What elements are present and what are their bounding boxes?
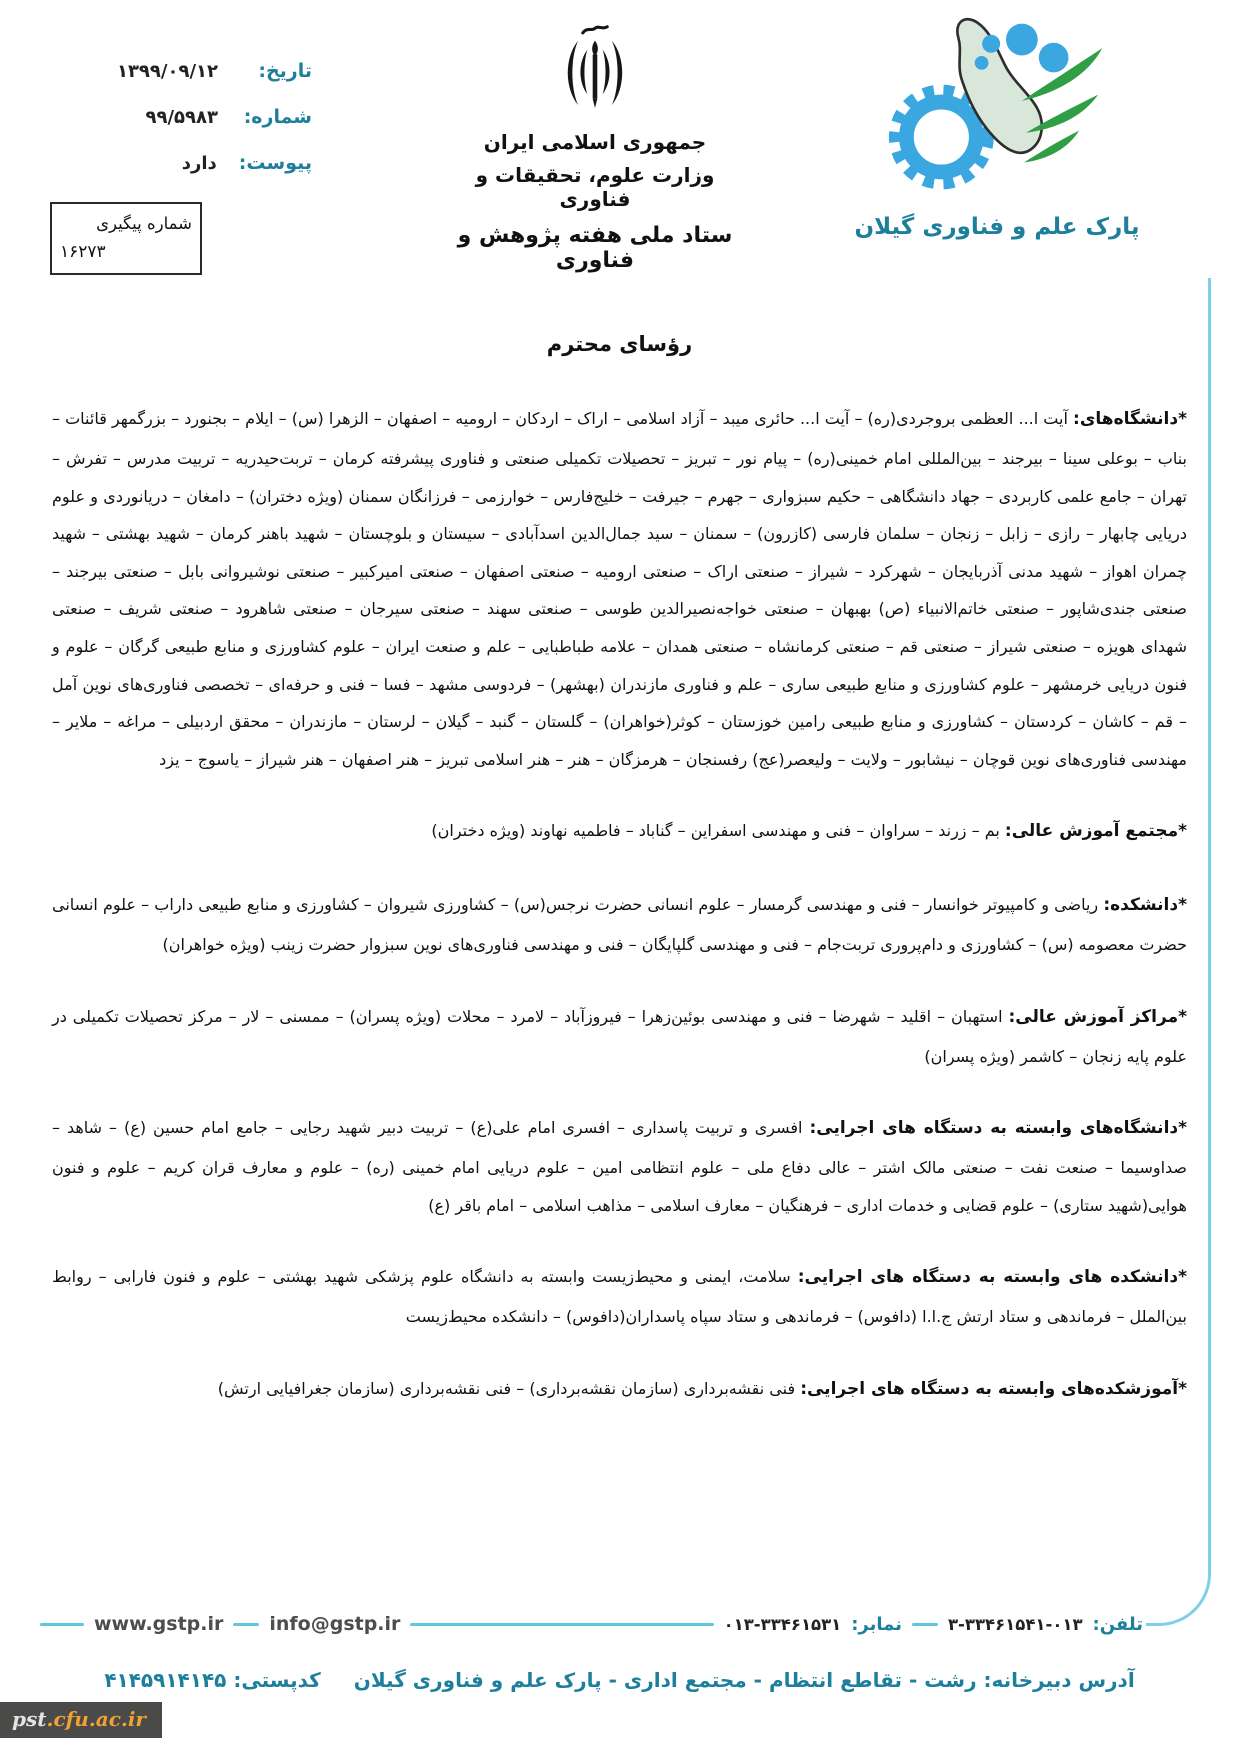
section-text: آیت ا... العظمی بروجردی(ره) – آیت ا... حائری میبد – آزاد اسلامی – اراک – اردکان – ارومیه – اصفهان – الزهرا (س) – ایلام – بجنورد – بزرگمهر قائنات – بناب – بوعلی سینا – بیرجند – بین‌المللی امام خمینی(ره) – پیام نور – تبریز – تحصیلات تکمیلی صنعتی و فناوری پیشرفته کرمان – تربت‌حیدریه – تربیت مدرس – تفرش – تهران – جامع علمی کاربردی – جهاد دانشگاهی – حکیم سبزواری – جهرم – جیرفت – خلیج‌فارس – خوارزمی – فرزانگان سمنان (ویژه دختران) – دامغان – دریانوردی و علوم دریایی چابهار – رازی – زابل – زنجان – سلمان فارسی (کازرون) – سمنان – سید جمال‌الدین اسدآبادی – سیستان و بلوچستان – شهید باهنر کرمان – شهید بهشتی – شهید چمران اهواز – شهید مدنی آذربایجان – شهرکرد – شیراز – صنعتی اراک – صنعتی ارومیه – صنعتی اصفهان – صنعتی امیرکبیر – صنعتی نوشیروانی بابل – صنعتی بیرجند – صنعتی جندی‌شاپور – صنعتی خاتم‌الانبیاء (ص) بهبهان – صنعتی خواجه‌نصیرالدین طوسی – صنعتی سهند – صنعتی سیرجان – صنعتی شاهرود – صنعتی شریف – صنعتی شهدای هویزه – صنعتی شیراز – صنعتی قم – صنعتی کرمانشاه – صنعتی همدان – علامه طباطبایی – علم و صنعت ایران – علوم کشاورزی و منابع طبیعی گرگان – علوم و فنون دریایی خرمشهر – علوم کشاورزی و منابع طبیعی ساری – علم و فناوری مازندران (بهشهر) – فردوسی مشهد – فسا – فنی و حرفه‌ای – تخصصی فناوری‌های نوین آمل – قم – کاشان – کردستان – کشاورزی و منابع طبیعی رامین خوزستان – کوثر(خواهران) – گلستان – گنبد – گیلان – لرستان – مازندران – محقق اردبیلی – مراغه – ملایر – مهندسی فناوری‌های نوین قوچان – نیشابور – ولایت – ولیعصر(عج) رفسنجان – هرمزگان – هنر – هنر اسلامی تبریز – هنر اصفهان – هنر شیراز – یاسوج – یزد (52, 409, 1187, 769)
letter-body (52, 332, 1187, 1444)
section-text: استهبان – اقلید – شهرضا – فنی و مهندسی بوئین‌زهرا – فیروزآباد – لامرد – محلات (ویژه پسران) – ممسنی – لار – مرکز تحصیلات تکمیلی در علوم پایه زنجان – کاشمر (ویژه پسران) (52, 1006, 1187, 1066)
section-universities (52, 400, 1187, 778)
gstp-logo-icon (880, 12, 1115, 208)
footer-contact-strip (40, 1603, 1143, 1645)
section-title: *مراکز آموزش عالی: (1008, 1006, 1187, 1027)
letter-meta (52, 60, 312, 198)
section-text: سلامت، ایمنی و محیط‌زیست وابسته به دانشگاه علوم پزشکی شهید بهشتی – علوم و فنون فارابی – روابط بین‌الملل – فرماندهی و ستاد ارتش ج.ا.ا (دافوس) – فرماندهی و ستاد سپاه پاسداران(دافوس) – دانشکده محیط‌زیست (52, 1267, 1187, 1327)
divider-line (233, 1623, 259, 1626)
phone-label: تلفن: (1092, 1613, 1143, 1635)
number-label: شماره: (243, 106, 312, 128)
government-header (450, 20, 740, 273)
section-title: *دانشگاه‌های: (1073, 409, 1187, 429)
watermark-suffix: .cfu.ac.ir (46, 1707, 146, 1731)
tracking-value: ۱۶۲۷۳ (60, 242, 106, 263)
section-faculties (52, 886, 1187, 964)
section-title: *آموزشکده‌های وابسته به دستگاه های اجرایی: (800, 1378, 1187, 1399)
attachment-row (52, 152, 312, 174)
iran-emblem-icon (549, 20, 641, 124)
section-text: بم – زرند – سراوان – فنی و مهندسی اسفراین – گناباد – فاطمیه نهاوند (ویژه دختران) (431, 821, 1000, 841)
address-text: آدرس دبیرخانه: رشت - تقاطع انتظام - مجتمع اداری - پارک علم و فناوری گیلان (353, 1668, 1135, 1692)
watermark-prefix: pst (12, 1707, 47, 1731)
section-title: *مجتمع آموزش عالی: (1004, 821, 1187, 842)
attachment-value: دارد (181, 153, 217, 174)
date-label: تاریخ: (258, 60, 312, 82)
gov-country-line: جمهوری اسلامی ایران (483, 130, 707, 154)
section-higher-education-complexes (52, 812, 1187, 852)
fax-value: ۰۱۳-۳۳۴۶۱۵۳۱ (723, 1614, 842, 1634)
gov-council-line: ستاد ملی هفته پژوهش و فناوری (457, 223, 733, 273)
gov-ministry-line: وزارت علوم، تحقیقات و فناوری (475, 163, 715, 211)
divider-line (912, 1623, 938, 1626)
gstp-logo-caption: پارک علم و فناوری گیلان (854, 214, 1140, 240)
section-executive-colleges (52, 1370, 1187, 1410)
address-line (0, 1668, 1239, 1692)
postal-label: کدپستی: (233, 1668, 321, 1692)
number-row (52, 106, 312, 128)
section-title: *دانشگاه‌های وابسته به دستگاه های اجرایی: (809, 1118, 1188, 1139)
postal-value: ۴۱۴۵۹۱۴۱۴۵ (104, 1668, 227, 1692)
tracking-box (50, 202, 202, 275)
date-value: ۱۳۹۹/۰۹/۱۲ (116, 61, 218, 82)
section-text: فنی نقشه‌برداری (سازمان نقشه‌برداری) – فنی نقشه‌برداری (سازمان جغرافیایی ارتش) (217, 1378, 796, 1398)
section-title: *دانشکده: (1103, 895, 1187, 916)
date-row (52, 60, 312, 82)
salutation: رؤسای محترم (546, 332, 693, 356)
section-higher-education-centers (52, 998, 1187, 1076)
section-text: ریاضی و کامپیوتر خوانسار – فنی و مهندسی گرمسار – علوم انسانی حضرت نرجس(س) – کشاورزی شیروان – کشاورزی و منابع طبیعی داراب – علوم انسانی حضرت معصومه (س) – کشاورزی و دام‌پروری تربت‌جام – فنی و مهندسی گلپایگان – فنی و مهندسی فناوری‌های نوین سبزوار حضرت زینب (ویژه خواهران) (52, 895, 1187, 955)
attachment-label: پیوست: (238, 152, 312, 174)
watermark (0, 1702, 162, 1738)
section-title: *دانشکده های وابسته به دستگاه های اجرایی: (797, 1267, 1187, 1288)
divider-line (40, 1623, 84, 1626)
section-text: افسری و تربیت پاسداری – افسری امام علی(ع) – تربیت دبیر شهید رجایی – جامع امام حسین (ع) – شاهد – صداوسیما – صنعت نفت – صنعتی مالک اشتر – عالی دفاع ملی – علوم انتظامی امین – علوم دریایی امام خمینی (ره) – علوم و معارف قران کریم – علوم و فنون هوایی(شهید ستاری) – علوم قضایی و خدمات اداری – فرهنگیان – معارف اسلامی – مذاهب اسلامی – امام باقر (ع) (52, 1118, 1187, 1215)
website-text: www.gstp.ir (94, 1613, 224, 1635)
section-executive-universities (52, 1109, 1187, 1224)
email-text: info@gstp.ir (269, 1613, 401, 1635)
number-value: ۹۹/۵۹۸۳ (145, 107, 218, 128)
phone-value: ۳-۳۳۴۶۱۵۴۱-۰۱۳ (947, 1614, 1083, 1634)
tracking-label: شماره پیگیری (96, 214, 192, 233)
section-executive-faculties (52, 1258, 1187, 1336)
divider-line (410, 1623, 713, 1626)
gstp-logo-block (847, 12, 1147, 240)
fax-label: نمابر: (851, 1613, 902, 1635)
postal-code (104, 1668, 321, 1692)
